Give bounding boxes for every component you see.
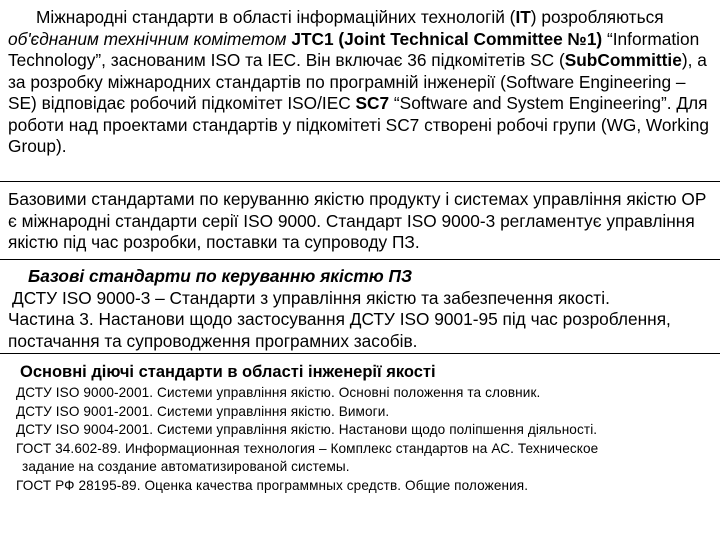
divider-1 [0,181,720,182]
intro-text-4: ), а за розробку міжнародних стандартів по програмній інженерії (Software Engineering – SE) відповідає робочий підкомітет ISO/IEC [8,50,707,113]
intro-committee-italic: об'єднаним технічним комітетом [8,28,287,49]
intro-text-1: Міжнародні стандарти в області інформаційних технологій ( [36,7,516,27]
intro-text-5: “Software and System Engineering”. Для роботи над проектами стандартів у підкомітеті SC7 створені робочі групи (WG, Working Group). [8,93,709,156]
intro-sc7: SC7 [355,93,390,113]
intro-paragraph [8,7,714,158]
quality-standards-line1: ДСТУ ISO 9000-3 – Стандарти з управління якістю та забезпечення якості. [12,287,610,308]
standards-list [16,384,716,496]
current-standards-heading: Основні діючі стандарти в області інженерії якості [20,363,436,381]
standard-item: ДСТУ ISO 9000-2001. Системи управління якістю. Основні положення та словник. [16,385,541,400]
base-standards-text: Базовими стандартами по керуванню якістю продукту і системах управління якістю ОР є міжнародні стандарти серії ISO 9000. Стандарт ISO 9000-3 регламентує управління якістю під час розробки, поставки та супроводу ПЗ. [8,189,707,252]
intro-jtc1: JTC1 (Joint Technical Committee №1) [286,28,603,49]
base-standards-paragraph [8,189,714,254]
standard-item: ДСТУ ISO 9001-2001. Системи управління якістю. Вимоги. [16,403,390,419]
quality-standards-heading: Базові стандарти по керуванню якістю ПЗ [28,266,413,286]
divider-3 [0,353,720,354]
quality-standards-block [8,266,714,352]
intro-text-2: ) розробляються [530,7,664,27]
intro-subcommittie: SubCommittie [564,50,682,70]
standard-item-continuation: задание на создание автоматизированой системы. [22,459,350,475]
standard-item: ГОСТ 34.602-89. Информационная технология – Комплекс стандартов на АС. Техническое [16,440,599,456]
quality-standards-rest: Частина 3. Настанови щодо застосування ДСТУ ISO 9001-95 під час розроблення, постачання та супроводження програмних засобів. [8,309,671,351]
standard-item: ДСТУ ISO 9004-2001. Системи управління якістю. Настанови щодо поліпшення діяльності. [16,422,598,438]
standard-item: ГОСТ РФ 28195-89. Оценка качества программных средств. Общие положения. [16,477,529,493]
divider-2 [0,259,720,260]
intro-it-abbr: IT [515,7,531,27]
intro-text-3: “Information Technology”, заснованим ISO та IEC. Він включає 36 підкомітетів SC ( [8,28,700,70]
